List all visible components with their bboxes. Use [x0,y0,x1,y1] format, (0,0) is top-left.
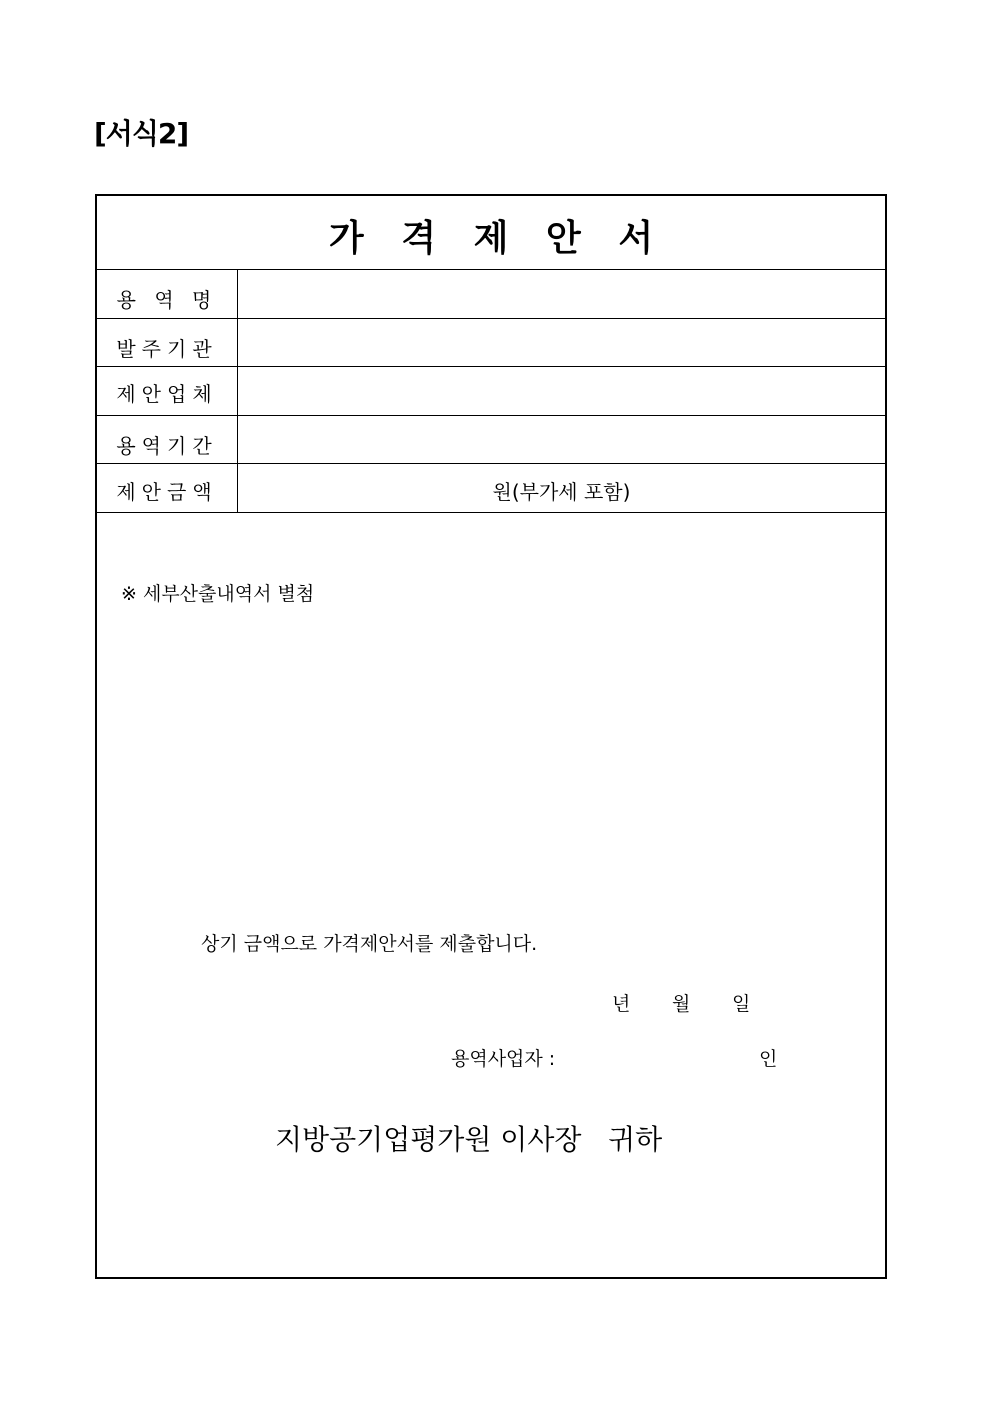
attachment-note: ※ 세부산출내역서 별첨 [121,583,315,605]
field-service-period[interactable] [238,416,885,463]
recipient: 지방공기업평가원 이사장 귀하 [275,1123,663,1156]
label-service-period: 용역기간 [116,434,218,458]
divider [97,512,885,513]
document-title: 가 격 제 안 서 [328,218,654,259]
date-month: 월 [672,993,691,1015]
field-ordering-agency[interactable] [238,319,885,366]
date-year: 년 [612,993,631,1015]
signer-label: 용역사업자 : [451,1048,556,1070]
field-proposed-amount[interactable]: 원(부가세 포함) [492,480,631,504]
label-service-name: 용 역 명 [116,288,218,312]
field-proposing-company[interactable] [238,367,885,415]
divider [97,463,885,464]
label-proposed-amount: 제안금액 [116,480,218,504]
form-number: [서식2] [94,117,189,150]
label-proposing-company: 제안업체 [116,382,218,406]
label-ordering-agency: 발주기관 [116,337,218,361]
statement: 상기 금액으로 가격제안서를 제출합니다. [201,933,538,955]
date-day: 일 [732,993,751,1015]
field-service-name[interactable] [238,270,885,318]
seal-mark: 인 [759,1048,778,1070]
price-proposal-form [95,194,887,1279]
